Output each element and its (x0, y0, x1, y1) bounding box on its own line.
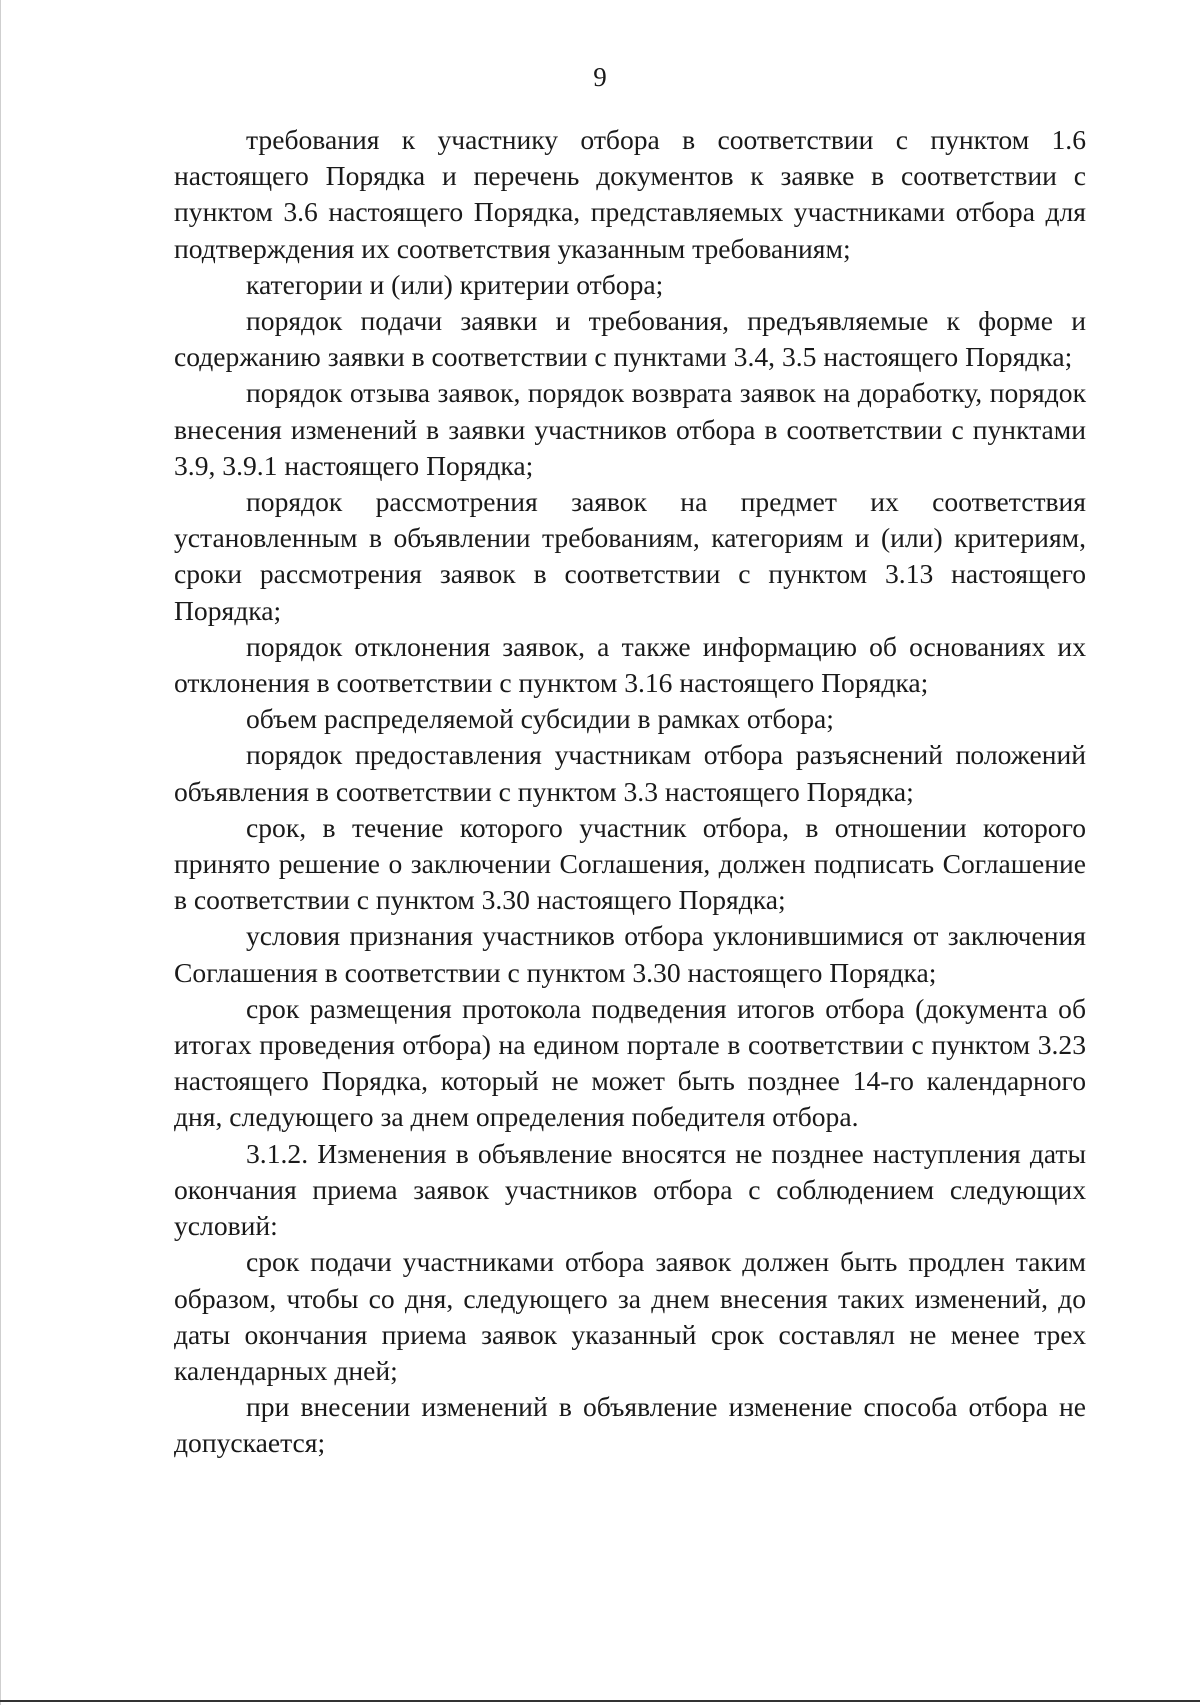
document-body (174, 122, 1086, 1462)
paragraph-protocol-term: срок размещения протокола подведения итогов отбора (документа об итогах проведения отбора) на едином портале в соответствии с пунктом 3.23 настоящего Порядка, который не может быть позднее 14-го календарного дня, следующего за днем определения победителя отбора. (174, 992, 1086, 1133)
paragraph-categories: категории и (или) критерии отбора; (246, 268, 664, 300)
paragraph-review-order: порядок рассмотрения заявок на предмет их соответствия установленным в объявлении требованиям, категориям и (или) критериям, сроки рассмотрения заявок в соответствии с пунктом 3.13 настоящего Порядка; (174, 486, 1086, 626)
scan-bottom-edge (0, 1700, 1200, 1702)
paragraph-evasion-conditions: условия признания участников отбора уклонившимися от заключения Соглашения в соответствии с пунктом 3.30 настоящего Порядка; (174, 920, 1086, 988)
paragraph-subsidy-volume: объем распределяемой субсидии в рамках отбора; (246, 703, 834, 735)
paragraph-deadline-extension: срок подачи участниками отбора заявок должен быть продлен таким образом, чтобы со дня, следующего за днем внесения таких изменений, до даты окончания приема заявок указанный срок составлял не менее трех календарных дней; (174, 1246, 1086, 1386)
paragraph-section-3-1-2: 3.1.2. Изменения в объявление вносятся не позднее наступления даты окончания приема заявок участников отбора с соблюдением следующих условий: (174, 1137, 1086, 1242)
paragraph-method-change: при внесении изменений в объявление изменение способа отбора не допускается; (174, 1391, 1086, 1459)
paragraph-withdrawal-order: порядок отзыва заявок, порядок возврата заявок на доработку, порядок внесения изменений в заявки участников отбора в соответствии с пунктами 3.9, 3.9.1 настоящего Порядка; (174, 377, 1086, 481)
paragraph-signing-term: срок, в течение которого участник отбора, в отношении которого принято решение о заключении Соглашения, должен подписать Соглашение в соответствии с пунктом 3.30 настоящего Порядка; (174, 811, 1086, 916)
page-number: 9 (593, 62, 607, 92)
paragraph-submission-order: порядок подачи заявки и требования, предъявляемые к форме и содержанию заявки в соответствии с пунктами 3.4, 3.5 настоящего Порядка; (174, 305, 1086, 373)
paragraph-rejection-order: порядок отклонения заявок, а также информацию об основаниях их отклонения в соответствии с пунктом 3.16 настоящего Порядка; (174, 630, 1086, 699)
paragraph-requirements: требования к участнику отбора в соответствии с пунктом 1.6 настоящего Порядка и перечень документов к заявке в соответствии с пунктом 3.6 настоящего Порядка, представляемых участниками отбора для подтверждения их соответствия указанным требованиям; (174, 124, 1086, 264)
paragraph-clarifications: порядок предоставления участникам отбора разъяснений положений объявления в соответствии с пунктом 3.3 настоящего Порядка; (174, 739, 1086, 807)
scan-edge (0, 0, 1, 1705)
